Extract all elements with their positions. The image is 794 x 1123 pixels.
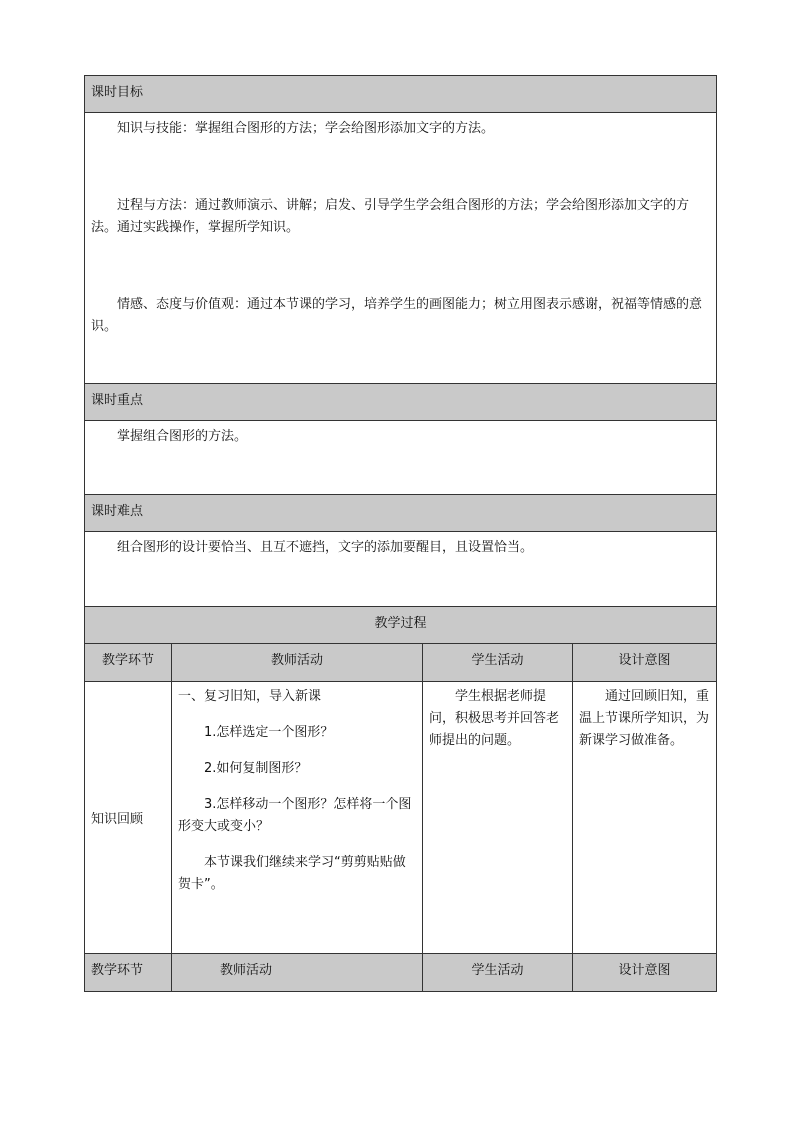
- key-point-cell: [85, 421, 717, 495]
- footer-col-stage: 教学环节: [85, 954, 172, 992]
- footer-col-teacher: 教师活动: [172, 954, 423, 992]
- teacher-question-3: 3.怎样移动一个图形？怎样将一个图形变大或变小？: [178, 797, 412, 834]
- objective-emotion: 情感、态度与价值观：通过本节课的学习，培养学生的画图能力；树立用图表示感谢，祝福等情感的意识。: [91, 297, 703, 334]
- footer-col-student: 学生活动: [423, 954, 573, 992]
- difficulty-heading: 课时难点: [85, 495, 717, 532]
- design-intent-cell: [573, 682, 717, 954]
- teaching-process-table: [84, 606, 717, 992]
- student-activity-cell: [423, 682, 573, 954]
- lesson-info-table: [84, 75, 717, 607]
- col-header-stage: 教学环节: [85, 644, 172, 682]
- footer-col-intent: 设计意图: [573, 954, 717, 992]
- difficulty-cell: [85, 532, 717, 607]
- lesson-plan-sheet: [84, 75, 716, 992]
- design-intent-text: 通过回顾旧知，重温上节课所学知识，为新课学习做准备。: [579, 689, 710, 748]
- table-row: [85, 682, 717, 954]
- objectives-heading: 课时目标: [85, 76, 717, 113]
- col-header-intent: 设计意图: [573, 644, 717, 682]
- process-heading: 教学过程: [85, 607, 717, 644]
- col-header-student: 学生活动: [423, 644, 573, 682]
- objectives-cell: [85, 113, 717, 384]
- stage-cell: 知识回顾: [85, 682, 172, 954]
- objective-knowledge: 知识与技能：掌握组合图形的方法；学会给图形添加文字的方法。: [117, 121, 495, 136]
- key-point-heading: 课时重点: [85, 384, 717, 421]
- col-header-teacher: 教师活动: [172, 644, 423, 682]
- teacher-question-2: 2.如何复制图形？: [204, 761, 308, 776]
- teacher-question-1: 1.怎样选定一个图形？: [204, 725, 334, 740]
- objective-process: 过程与方法：通过教师演示、讲解；启发、引导学生学会组合图形的方法；学会给图形添加文字的方法。通过实践操作，掌握所学知识。: [91, 198, 690, 235]
- key-point-text: 掌握组合图形的方法。: [117, 429, 248, 444]
- teacher-intro: 本节课我们继续来学习“剪剪贴贴做贺卡”。: [178, 855, 406, 892]
- student-activity-text: 学生根据老师提问，积极思考并回答老师提出的问题。: [429, 689, 560, 748]
- teacher-activity-cell: [172, 682, 423, 954]
- difficulty-text: 组合图形的设计要恰当、且互不遮挡，文字的添加要醒目，且设置恰当。: [117, 540, 534, 555]
- teacher-title: 一、复习旧知，导入新课: [178, 689, 322, 704]
